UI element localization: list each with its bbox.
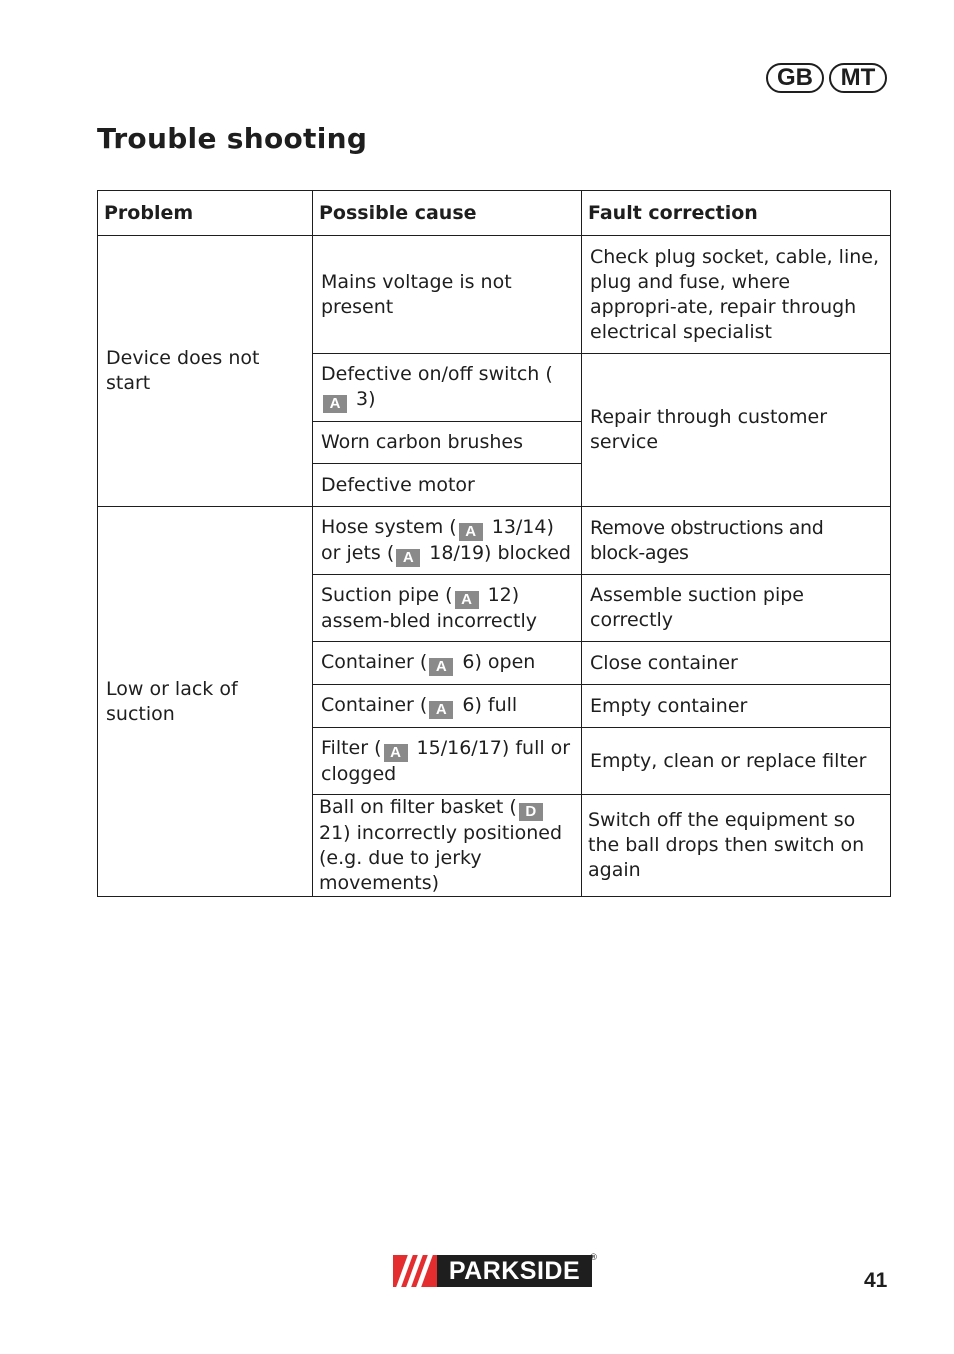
problem-cell: Device does not start [98, 236, 313, 507]
table-row [98, 507, 891, 575]
cause-text: Hose system ( [321, 515, 457, 538]
figure-ref-badge: A [396, 549, 420, 567]
figure-ref-badge: A [323, 395, 347, 413]
cause-text: Mains voltage is not present [321, 270, 512, 318]
figure-ref-badge: A [429, 658, 453, 676]
language-badge-gb: GB [766, 63, 824, 93]
figure-ref-badge: D [519, 803, 543, 821]
cause-text: Defective motor [321, 473, 475, 496]
figure-ref-badge: A [459, 523, 483, 541]
correction-cell: Empty, clean or replace filter [582, 728, 891, 795]
cause-cell [313, 642, 582, 685]
correction-cell: Remove obstructions and block-ages [582, 507, 891, 575]
cause-cell [313, 795, 582, 897]
language-badge-mt: MT [829, 63, 887, 93]
cause-text: 6) open [456, 651, 536, 673]
cause-text: Worn carbon brushes [321, 431, 523, 453]
correction-cell: Close container [582, 642, 891, 685]
cause-cell [313, 685, 582, 728]
cause-text: Filter ( [321, 736, 382, 759]
cause-text: 6) full [456, 694, 518, 716]
cause-text: 12) assem-bled incorrectly [321, 583, 537, 632]
cause-text: 13/14) or jets ( [321, 515, 554, 564]
correction-cell: Assemble suction pipe correctly [582, 575, 891, 642]
cause-text: 3) [350, 388, 376, 410]
cause-text: Container ( [321, 694, 428, 716]
logo-stripes-icon [393, 1255, 437, 1287]
table-row [98, 236, 891, 354]
page-title: Trouble shooting [97, 122, 368, 155]
correction-cell: Switch off the equipment so the ball drops then switch on again [582, 795, 891, 897]
logo-wordmark: PARKSIDE [437, 1255, 592, 1287]
language-badges [766, 63, 887, 93]
cause-cell [313, 728, 582, 795]
header-fault-correction: Fault correction [582, 191, 891, 236]
table-header-row [98, 191, 891, 236]
correction-cell: Check plug socket, cable, line, plug and fuse, where appropri-ate, repair through electrical specialist [582, 236, 891, 354]
cause-cell [313, 507, 582, 575]
cause-text: 18/19) blocked [423, 541, 571, 564]
cause-text: Suction pipe ( [321, 583, 453, 606]
cause-text: Defective on/off switch ( [321, 363, 553, 385]
troubleshooting-table [97, 190, 891, 897]
correction-cell: Repair through customer service [582, 354, 891, 507]
cause-text: 21) incorrectly positioned (e.g. due to jerky movements) [319, 822, 563, 894]
cause-cell [313, 236, 582, 354]
figure-ref-badge: A [455, 591, 479, 609]
cause-text: 15/16/17) full or clogged [321, 736, 571, 785]
cause-cell [313, 464, 582, 507]
figure-ref-badge: A [384, 744, 408, 762]
parkside-logo [393, 1255, 598, 1287]
page-number: 41 [864, 1269, 888, 1292]
cause-cell [313, 422, 582, 464]
correction-cell: Empty container [582, 685, 891, 728]
header-problem: Problem [98, 191, 313, 236]
cause-cell [313, 354, 582, 422]
cause-text: Container ( [321, 651, 428, 673]
problem-cell: Low or lack of suction [98, 507, 313, 897]
registered-mark: ® [589, 1253, 598, 1263]
cause-text: Ball on filter basket ( [319, 796, 517, 818]
figure-ref-badge: A [429, 701, 453, 719]
header-possible-cause: Possible cause [313, 191, 582, 236]
cause-cell [313, 575, 582, 642]
